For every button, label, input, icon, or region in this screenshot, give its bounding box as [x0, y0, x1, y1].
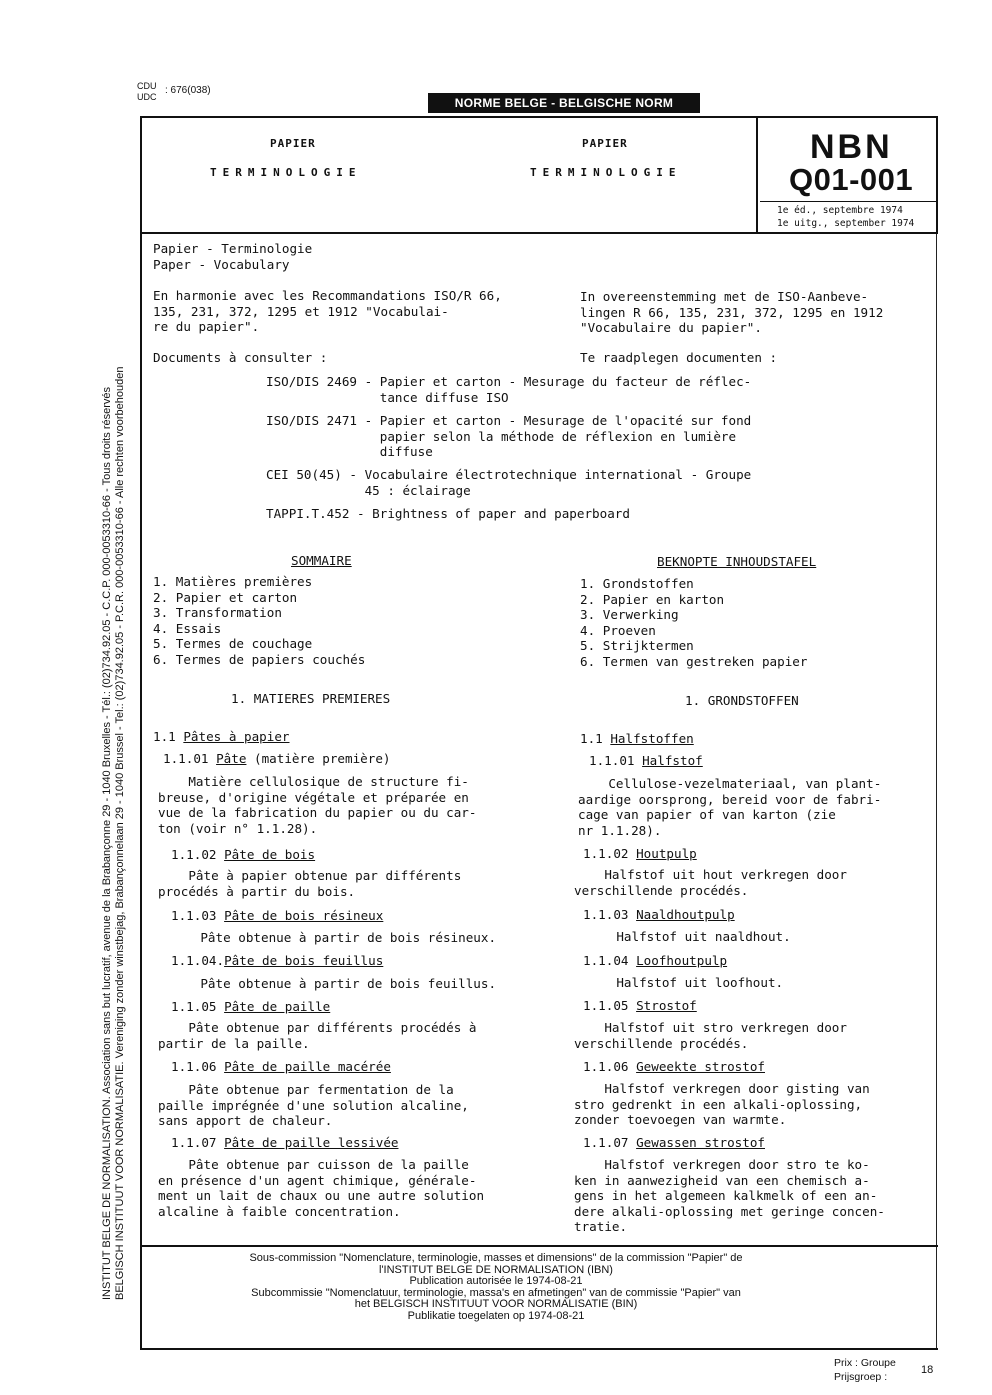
term-heading-nl — [583, 998, 697, 1014]
term-number: 1.1.04. — [171, 953, 225, 968]
summary-item-nl: 1. Grondstoffen — [580, 576, 694, 591]
summary-item-nl: 5. Strijktermen — [580, 638, 694, 653]
summary-title-fr: SOMMAIRE — [291, 553, 352, 568]
term-definition-fr: Pâte obtenue par fermentation de la paille imprégnée d'une solution alcaline, sans apport de chaleur. — [158, 1082, 469, 1128]
frame-right-top — [936, 116, 938, 234]
term-number: 1.1.05 — [171, 999, 217, 1014]
summary-item-nl: 4. Proeven — [580, 623, 656, 638]
intro-title-1: Papier - Terminologie — [153, 241, 313, 256]
subsection-number: 1.1 — [580, 731, 603, 746]
term-name: Pâte de bois — [224, 847, 316, 862]
subsection-label: Halfstoffen — [610, 731, 694, 746]
footer-block — [0, 1253, 992, 1322]
term-qualifier: (matière première) — [246, 751, 391, 766]
term-definition-fr: Pâte obtenue à partir de bois feuillus. — [170, 976, 497, 991]
footer-bottom — [140, 1348, 938, 1350]
term-number: 1.1.06 — [583, 1059, 629, 1074]
term-number: 1.1.04 — [583, 953, 629, 968]
section-heading-fr: 1. MATIERES PREMIERES — [231, 691, 391, 706]
footer-nl-line-2: het BELGISCH INSTITUUT VOOR NORMALISATIE (BIN) — [354, 1298, 638, 1310]
title-nl: PAPIER — [582, 137, 628, 150]
intro-title-2: Paper - Vocabulary — [153, 257, 290, 272]
harmony-nl: In overeenstemming met de ISO-Aanbeve- lingen R 66, 135, 231, 372, 1295 en 1912 "Vocabulaire du papier". — [580, 289, 884, 335]
summary-item-fr: 1. Matières premières — [153, 574, 313, 589]
norm-banner: NORME BELGE - BELGISCHE NORM — [428, 93, 700, 113]
term-heading-fr — [171, 847, 315, 863]
term-name: Geweekte strostof — [636, 1059, 765, 1074]
term-heading-fr — [171, 1059, 391, 1075]
side-text-fr: INSTITUT BELGE DE NORMALISATION. Association sans but lucratif, avenue de la Brabançonne 29 - 1040 Bruxelles - Tél.: (02)734.92.05 - C.C.P. 000-0053310-66 - Tous droits réservés — [101, 386, 113, 1300]
term-heading-nl — [583, 846, 697, 862]
term-number: 1.1.02 — [583, 846, 629, 861]
nbn-label: NBN — [810, 128, 893, 166]
price-label-nl: Prijsgroep : — [834, 1371, 888, 1383]
edition-divider — [760, 201, 936, 202]
summary-item-fr: 2. Papier et carton — [153, 590, 298, 605]
term-definition-nl: Halfstof uit loofhout. — [586, 975, 784, 990]
cdu-label: CDU — [137, 81, 157, 91]
frame-top — [140, 116, 938, 118]
term-heading-fr — [163, 751, 391, 767]
subtitle-nl: TERMINOLOGIE — [530, 166, 682, 179]
term-name: Pâte de paille — [224, 999, 331, 1014]
term-name: Pâte de paille lessivée — [224, 1135, 399, 1150]
summary-item-fr: 3. Transformation — [153, 605, 282, 620]
summary-item-fr: 6. Termes de papiers couchés — [153, 652, 366, 667]
side-text-nl: BELGISCH INSTITUUT VOOR NORMALISATIE. Vereniging zonder winstbejag, Brabançonnelaan 29 - 1040 Brussel - Tel.: (02)734.92.05 - P.C.R. 000-0053310-66 - Alle rechten voorbehouden — [114, 366, 126, 1300]
subtitle-fr: TERMINOLOGIE — [210, 166, 362, 179]
term-definition-nl: Halfstof uit hout verkregen door verschillende procédés. — [574, 867, 847, 898]
subsection-fr — [153, 729, 290, 745]
term-number: 1.1.03 — [171, 908, 217, 923]
term-name: Strostof — [636, 998, 697, 1013]
term-heading-fr — [171, 953, 383, 969]
footer-fr-line-3: Publication autorisée le 1974-08-21 — [409, 1275, 583, 1287]
term-definition-fr: Matière cellulosique de structure fi- breuse, d'origine végétale et préparée en vue de la fabrication du papier ou du car- ton (voir n° 1.1.28). — [158, 774, 477, 836]
edition-fr: 1e éd., septembre 1974 — [777, 205, 903, 216]
ref-item: TAPPI.T.452 - Brightness of paper and paperboard — [266, 506, 630, 521]
term-definition-nl: Halfstof verkregen door stro te ko- ken in aanwezigheid van een chemisch a- gens in het algemeen kalkmelk of een an- dere alkali-oplossing met geringe concen- tratie. — [574, 1157, 885, 1234]
term-number: 1.1.06 — [171, 1059, 217, 1074]
ref-item: ISO/DIS 2469 - Papier et carton - Mesurage du facteur de réflec- tance diffuse ISO — [266, 374, 752, 405]
term-definition-nl: Halfstof verkregen door gisting van stro gedrenkt in een alkali-oplossing, zonder toevoegen van warmte. — [574, 1081, 870, 1127]
term-definition-nl: Halfstof uit naaldhout. — [586, 929, 791, 944]
term-definition-fr: Pâte obtenue par cuisson de la paille en présence d'un agent chimique, générale- ment un lait de chaux ou une autre solution alcaline à faible concentration. — [158, 1157, 485, 1219]
cdu-code: : 676(038) — [165, 85, 211, 96]
term-heading-fr — [171, 908, 383, 924]
price-group: 18 — [921, 1364, 934, 1376]
udc-label: UDC — [137, 92, 157, 102]
section-heading-nl: 1. GRONDSTOFFEN — [685, 693, 799, 708]
subsection-nl — [580, 731, 694, 747]
term-name: Naaldhoutpulp — [636, 907, 735, 922]
header-divider — [756, 116, 758, 234]
subsection-number: 1.1 — [153, 729, 176, 744]
term-number: 1.1.07 — [583, 1135, 629, 1150]
edition-nl: 1e uitg., september 1974 — [777, 218, 915, 229]
term-number: 1.1.01 — [163, 751, 209, 766]
docs-heading-fr: Documents à consulter : — [153, 350, 328, 365]
term-definition-fr: Pâte obtenue à partir de bois résineux. — [170, 930, 497, 945]
term-definition-fr: Pâte obtenue par différents procédés à partir de la paille. — [158, 1020, 477, 1051]
price-label-fr: Prix : Groupe — [834, 1357, 896, 1369]
harmony-fr: En harmonie avec les Recommandations ISO/R 66, 135, 231, 372, 1295 et 1912 "Vocabulai- re du papier". — [153, 288, 502, 334]
ref-item: CEI 50(45) - Vocabulaire électrotechnique international - Groupe 45 : éclairage — [266, 467, 752, 498]
term-number: 1.1.02 — [171, 847, 217, 862]
term-number: 1.1.03 — [583, 907, 629, 922]
frame-right — [936, 234, 937, 1350]
term-name: Pâte de bois feuillus — [224, 953, 384, 968]
frame-left — [140, 116, 142, 1350]
term-definition-nl: Cellulose-vezelmateriaal, van plant- aardige oorsprong, bereid voor de fabri- cage van papier of van karton (zie nr 1.1.28). — [578, 776, 882, 838]
ref-item: ISO/DIS 2471 - Papier et carton - Mesurage de l'opacité sur fond papier selon la méthode de réflexion en lumière diffuse — [266, 413, 752, 459]
term-name: Halfstof — [642, 753, 703, 768]
term-heading-nl — [589, 753, 703, 769]
term-name: Pâte de paille macérée — [224, 1059, 391, 1074]
term-number: 1.1.01 — [589, 753, 635, 768]
term-name: Loofhoutpulp — [636, 953, 728, 968]
summary-title-nl: BEKNOPTE INHOUDSTAFEL — [657, 554, 817, 569]
footer-fr-line-2: l'INSTITUT BELGE DE NORMALISATION (IBN) — [379, 1263, 613, 1276]
docs-heading-nl: Te raadplegen documenten : — [580, 350, 778, 365]
footer-nl-line-3: Publikatie toegelaten op 1974-08-21 — [407, 1309, 585, 1322]
footer-top — [140, 1245, 938, 1247]
term-heading-fr — [171, 999, 330, 1015]
term-heading-nl — [583, 953, 727, 969]
header-bottom — [140, 232, 938, 234]
term-name: Houtpulp — [636, 846, 697, 861]
term-definition-fr: Pâte à papier obtenue par différents procédés à partir du bois. — [158, 868, 462, 899]
term-name: Pâte de bois résineux — [224, 908, 384, 923]
footer-fr-line-1: Sous-commission "Nomenclature, terminologie, masses et dimensions" de la commission "Papier" de — [249, 1252, 743, 1264]
term-name: Pâte — [216, 751, 247, 766]
term-name: Gewassen strostof — [636, 1135, 765, 1150]
summary-item-nl: 3. Verwerking — [580, 607, 679, 622]
standard-code: Q01-001 — [789, 162, 914, 197]
subsection-label: Pâtes à papier — [183, 729, 290, 744]
term-heading-fr — [171, 1135, 398, 1151]
term-heading-nl — [583, 1059, 765, 1075]
summary-item-nl: 2. Papier en karton — [580, 592, 725, 607]
summary-item-fr: 4. Essais — [153, 621, 222, 636]
title-fr: PAPIER — [270, 137, 316, 150]
term-heading-nl — [583, 907, 735, 923]
summary-item-fr: 5. Termes de couchage — [153, 636, 313, 651]
term-heading-nl — [583, 1135, 765, 1151]
term-number: 1.1.05 — [583, 998, 629, 1013]
summary-item-nl: 6. Termen van gestreken papier — [580, 654, 808, 669]
footer-nl-line-1: Subcommissie "Nomenclatuur, terminologie, massa's en afmetingen" van de commissie "Papier" van — [251, 1286, 741, 1299]
term-definition-nl: Halfstof uit stro verkregen door verschillende procédés. — [574, 1020, 847, 1051]
term-number: 1.1.07 — [171, 1135, 217, 1150]
